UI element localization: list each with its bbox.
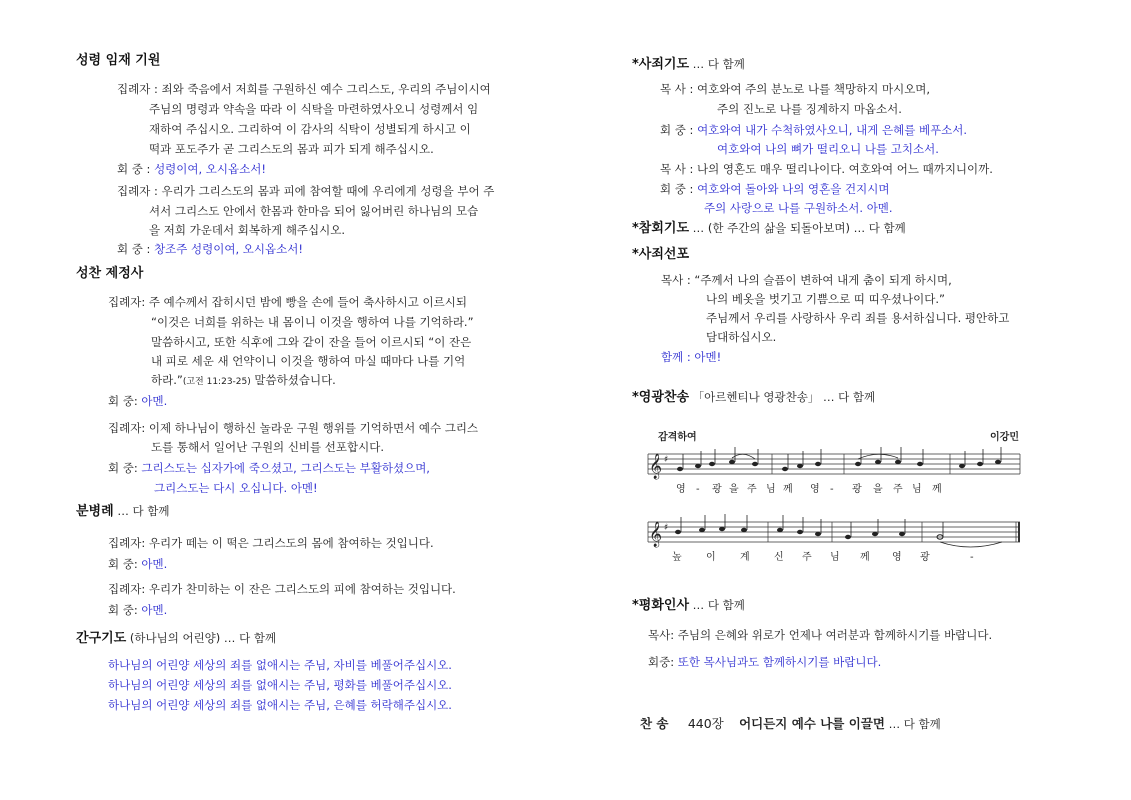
leader-line: 셔서 그리스도 안에서 한몸과 한마음 되어 잃어버린 하나님의 모습 [149,204,479,218]
response-text: 그리스도는 십자가에 죽으셨고, 그리스도는 부활하셨으며, [141,461,430,475]
leader-text: 말씀하셨습니다. [250,373,336,387]
section-title: *영광찬송 [632,390,690,405]
svg-text:높: 높 [672,552,682,563]
response-text: 성령이여, 오시옵소서! [154,162,266,176]
tempo-marking: 감격하여 [658,432,697,443]
section-title: 간구기도 [76,631,127,646]
section-subtitle: … 다 함께 [884,717,941,731]
note-stems-1 [683,447,1001,469]
congregation-response [108,556,167,572]
leader-text: 하라.” [151,373,183,387]
sharp-sign: ♯ [664,455,669,465]
prayer-line: 하나님의 어린양 세상의 죄를 없애시는 주님, 자비를 베풀어주십시오. [108,658,452,672]
response-text: 아멘. [141,394,168,408]
section-title: *평화인사 [632,598,690,613]
response-label: 회중: [648,655,678,669]
svg-text:이: 이 [706,552,716,563]
hymn-title: 어디든지 예수 나를 이끌면 [739,716,885,731]
svg-text:주: 주 [747,484,757,495]
section-title: 분병례 [76,504,114,519]
pastor-line: 목 사 : 여호와여 주의 분노로 나를 책망하지 마시오며, [660,82,931,96]
closing-hymn [640,716,941,732]
svg-text:-: - [696,484,700,495]
response-text: 주의 사랑으로 나를 구원하소서. 아멘. [704,201,893,215]
section-subtitle: … 다 함께 [113,504,170,518]
congregation-response [108,393,167,409]
svg-text:주: 주 [802,552,812,563]
svg-text:님: 님 [766,484,776,495]
section-title-agnus-dei [76,630,276,647]
section-title-epiclesis: 성령 임재 기원 [76,53,161,68]
staff-line-1 [648,454,1020,474]
section-subtitle: (하나님의 어린양) … 다 함께 [126,631,277,645]
svg-text:영: 영 [810,484,820,495]
section-title-gloria [632,389,875,406]
leader-line: 말씀하시고, 또한 식후에 그와 같이 잔을 들어 이르시되 “이 잔은 [151,335,472,349]
section-title: *사죄기도 [632,57,690,72]
svg-text:영: 영 [892,552,902,563]
section-subtitle: … (한 주간의 삶을 되돌아보며) … 다 함께 [689,221,906,235]
response-label: 회 중: [108,394,142,408]
svg-text:신: 신 [774,552,784,563]
leader-line: 집례자 : 우리가 그리스도의 몸과 피에 참여할 때에 우리에게 성령을 부어 주 [117,184,495,198]
svg-text:께: 께 [860,552,870,563]
response-text: 또한 목사님과도 함께하시기를 바랍니다. [677,655,882,669]
scripture-reference: (고전 11:23-25) [182,377,251,387]
svg-text:광: 광 [712,484,722,495]
svg-text:님: 님 [830,552,840,563]
response-text: 아멘. [141,557,168,571]
leader-line: 주님의 명령과 약속을 따라 이 식탁을 마련하였사오니 성령께서 임 [149,102,479,116]
section-subtitle: 「아르헨티나 영광찬송」 … 다 함께 [689,390,876,404]
staff-notes-1 [677,460,1001,471]
pastor-line: 주님께서 우리를 사랑하사 우리 죄를 용서하십니다. 평안하고 [706,311,1010,325]
lyrics-line-2 [672,550,974,563]
svg-text:광: 광 [852,484,862,495]
response-text: 여호와여 내가 수척하였사오니, 내게 은혜를 베푸소서. [697,123,968,137]
svg-text:광: 광 [920,552,930,563]
treble-clef-icon: 𝄞 [649,522,663,547]
response-label: 회 중 : [117,242,155,256]
svg-text:-: - [970,552,974,563]
congregation-response [660,181,889,197]
leader-line: 도를 통해서 일어난 구원의 신비를 선포합시다. [151,440,385,454]
staff-line-2 [648,522,1020,542]
prayer-line: 하나님의 어린양 세상의 죄를 없애시는 주님, 은혜를 허락해주십시오. [108,698,452,712]
response-label: 회 중 : [660,123,698,137]
prayer-line: 하나님의 어린양 세상의 죄를 없애시는 주님, 평화를 베풀어주십시오. [108,678,452,692]
leader-line: 집례자: 우리가 찬미하는 이 잔은 그리스도의 피에 참여하는 것입니다. [108,582,456,596]
pastor-line: 목 사 : 나의 영혼도 매우 떨리나이다. 여호와여 어느 때까지니이까. [660,162,993,176]
pastor-line: 목사: 주님의 은혜와 위로가 언제나 여러분과 함께하시기를 바랍니다. [648,628,993,642]
music-score [640,426,1040,576]
leader-line: “이것은 너희를 위하는 내 몸이니 이것을 행하여 나를 기억하라.” [151,315,474,329]
section-subtitle: … 다 함께 [689,57,745,71]
section-title-peace [632,597,745,614]
svg-text:계: 계 [740,552,750,563]
response-label: 회 중 : [117,162,155,176]
section-title-repentance [632,220,906,237]
response-text: 창조주 성령이여, 오시옵소서! [154,242,303,256]
svg-text:님: 님 [912,484,922,495]
svg-text:-: - [830,484,834,495]
leader-line: 집례자: 이제 하나님이 행하신 놀라운 구원 행위를 기억하면서 예수 그리스 [108,421,479,435]
congregation-response [660,122,967,138]
leader-line: 집례자 : 죄와 죽음에서 저희를 구원하신 예수 그리스도, 우리의 주님이시여 [117,82,491,96]
sharp-sign: ♯ [664,523,669,533]
congregation-response [117,161,266,177]
section-title-absolution: *사죄선포 [632,247,690,262]
svg-text:께: 께 [932,484,942,495]
response-label: 회 중: [108,603,142,617]
svg-text:을: 을 [873,484,883,495]
congregation-response [648,654,881,670]
congregation-response [108,602,167,618]
section-title-institution: 성찬 제정사 [76,266,144,281]
leader-line [151,372,336,390]
pastor-line: 목사 : “주께서 나의 슬픔이 변하여 내게 춤이 되게 하시며, [661,273,952,287]
congregation-response [117,241,303,257]
leader-line: 내 피로 세운 새 언약이니 이것을 행하여 마실 때마다 나를 기억 [151,354,466,368]
tie-mark [858,454,898,459]
tie-mark [940,542,1002,547]
section-title-fraction [76,503,169,520]
leader-line: 떡과 포도주가 곧 그리스도의 몸과 피가 되게 해주십시오. [149,142,434,156]
response-label: 회 중: [108,557,142,571]
svg-text:영: 영 [676,484,686,495]
pastor-line: 주의 진노로 나를 징계하지 마옵소서. [717,102,902,116]
leader-line: 을 저희 가운데서 회복하게 해주십시오. [149,223,346,237]
pastor-line: 담대하십시오. [706,330,777,344]
svg-text:께: 께 [783,484,793,495]
response-text: 함께 : 아멘! [661,350,722,364]
tie-mark [732,454,755,459]
hymn-label: 찬 송 [640,716,669,731]
leader-line: 집례자: 우리가 떼는 이 떡은 그리스도의 몸에 참여하는 것입니다. [108,536,434,550]
hymn-number: 440장 [687,716,724,731]
composer-name: 이강민 [990,432,1019,443]
leader-line: 집례자: 주 예수께서 잡히시던 밤에 빵을 손에 들어 축사하시고 이르시되 [108,295,467,309]
leader-line: 재하여 주십시오. 그리하여 이 감사의 식탁이 성별되게 하시고 이 [149,122,471,136]
response-label: 회 중: [108,461,142,475]
response-text: 그리스도는 다시 오십니다. 아멘! [154,481,318,495]
section-title: *참회기도 [632,221,690,236]
svg-text:을: 을 [729,484,739,495]
pastor-line: 나의 베옷을 벗기고 기쁨으로 띠 띠우셨나이다.” [706,292,945,306]
congregation-response [108,460,430,476]
response-text: 아멘. [141,603,168,617]
response-text: 여호와여 나의 뼈가 떨리오니 나를 고치소서. [717,142,939,156]
treble-clef-icon: 𝄞 [649,454,663,479]
lyrics-line-1 [676,482,942,495]
section-subtitle: … 다 함께 [689,598,745,612]
response-label: 회 중 : [660,182,698,196]
section-title-absolution-prayer [632,56,745,73]
response-text: 여호와여 돌아와 나의 영혼을 건지시며 [697,182,890,196]
svg-text:주: 주 [893,484,903,495]
